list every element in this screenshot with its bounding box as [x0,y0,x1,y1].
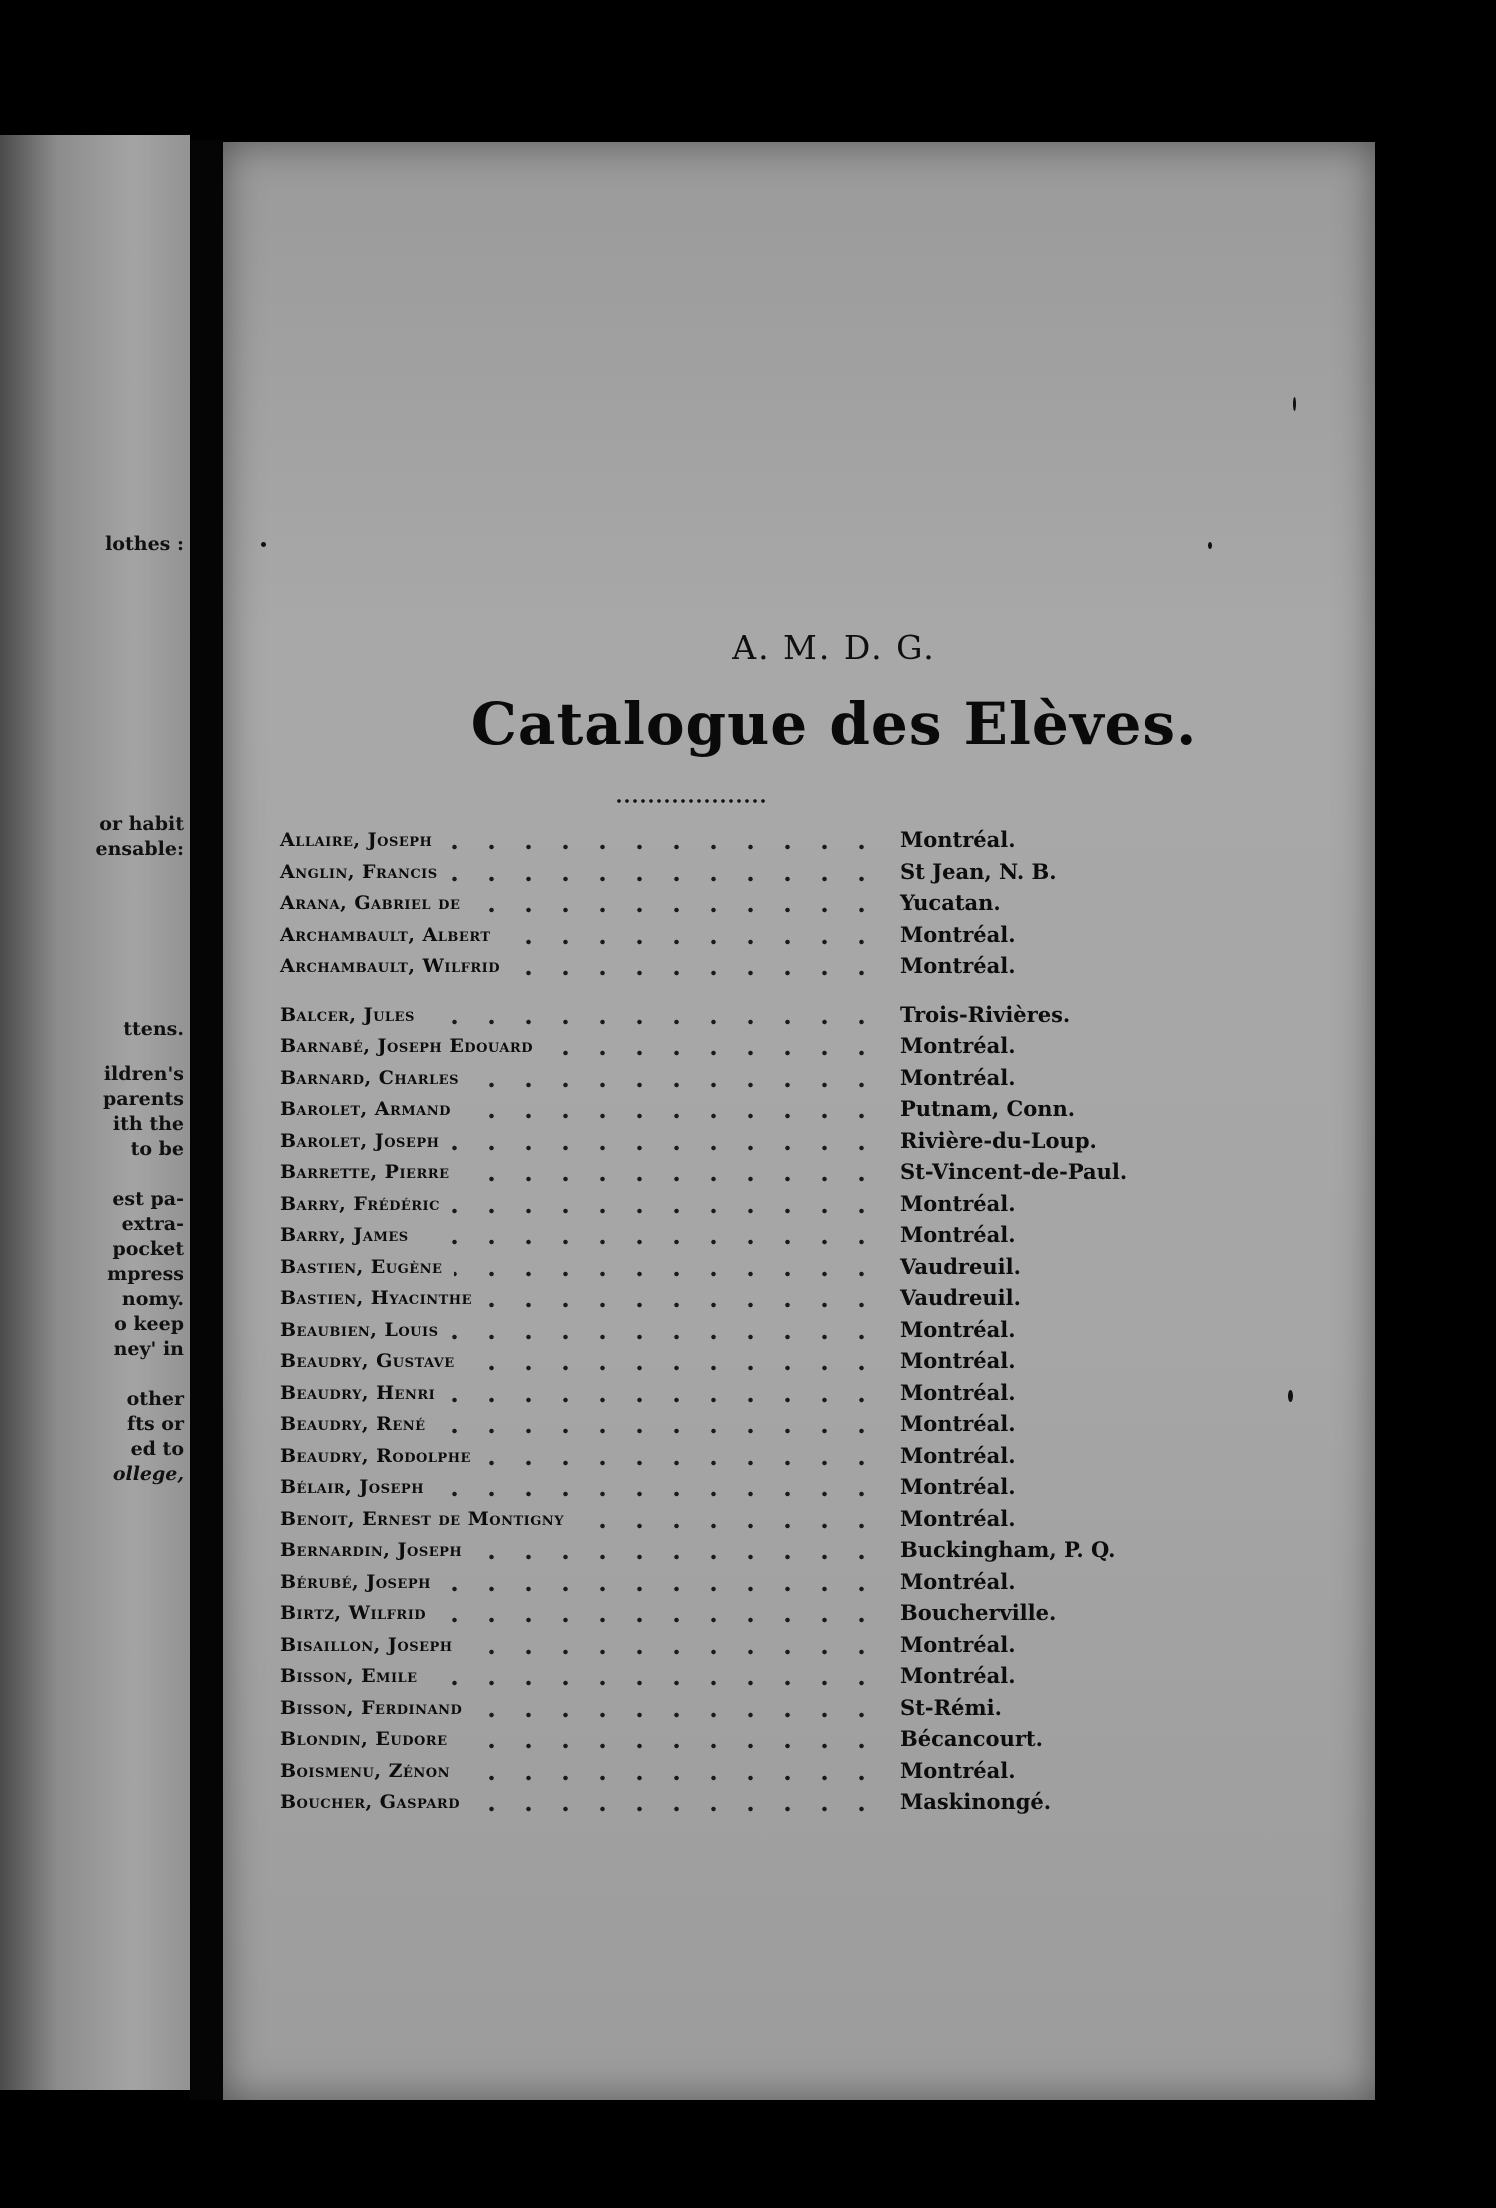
student-name: Bastien, Hyacinthe [280,1287,472,1309]
student-name: Barry, Frédéric [280,1192,440,1215]
ornament-divider [615,797,767,805]
student-name: Barry, James [280,1224,409,1246]
student-name: Bérubé, Joseph [280,1570,431,1593]
student-name: Blondin, Eudore [280,1728,448,1750]
list-item [280,1224,1180,1256]
dot-leader [452,1208,880,1214]
dot-leader [443,1586,880,1592]
dot-leader [483,1460,880,1466]
student-name: Bisson, Emile [280,1665,418,1687]
student-hometown: Montréal. [900,1663,1016,1688]
student-name: Anglin, Francis [280,860,438,883]
dot-leader [450,1334,880,1340]
list-item [280,1001,1180,1036]
list-item [280,892,1180,924]
left-page-line: pocket [112,1238,184,1260]
student-hometown: Boucherville. [900,1600,1057,1625]
student-name: Beaudry, Rodolphe [280,1444,471,1467]
dot-leader [484,1302,880,1308]
student-name: Beaudry, René [280,1413,426,1435]
student-hometown: Montréal. [900,1757,1016,1783]
dot-leader [472,1806,880,1812]
ink-speck [1293,397,1296,411]
ink-speck [261,542,266,547]
student-name: Barnard, Charles [280,1066,459,1089]
list-item [280,1539,1180,1571]
left-page-line: ed to [130,1438,184,1460]
student-name: Birtz, Wilfrid [280,1602,427,1624]
student-name: Bisson, Ferdinand [280,1696,463,1719]
left-page-line: ensable: [95,838,184,860]
list-item [280,1694,1180,1729]
student-name: Boucher, Gaspard [280,1791,460,1813]
dot-leader [444,844,880,850]
list-item [280,1035,1180,1067]
dot-leader [576,1523,880,1529]
dot-leader [461,1176,880,1182]
list-item [280,1127,1180,1162]
student-hometown: Montréal. [900,1222,1016,1247]
student-hometown: Montréal. [900,1033,1016,1058]
student-name: Archambault, Albert [280,923,491,946]
student-hometown: Montréal. [900,1505,1016,1531]
left-page-line: extra- [121,1213,184,1235]
student-name: Allaire, Joseph [280,829,433,851]
student-name: Beaudry, Henri [280,1381,436,1404]
left-page-line: parents [103,1088,184,1110]
left-page-line: mpress [107,1263,184,1285]
list-item [280,1505,1180,1540]
student-hometown: Maskinongé. [900,1789,1052,1814]
list-item [280,1287,1180,1319]
list-item [280,1064,1180,1099]
student-name: Bélair, Joseph [280,1476,424,1498]
list-item [280,858,1180,893]
student-hometown: Rivière-du-Loup. [900,1127,1097,1153]
dot-leader [512,970,880,976]
book-gutter [190,140,223,2100]
amdg-heading: A. M. D. G. [732,628,936,667]
student-hometown: Montréal. [900,1631,1016,1657]
dot-leader [421,1239,880,1245]
dot-leader [438,1617,880,1623]
list-item [280,1161,1180,1193]
left-page-line: est pa- [112,1188,184,1210]
left-page-line: or habit [99,813,184,835]
student-name: Balcer, Jules [280,1003,415,1026]
left-page-line: ney' in [113,1338,184,1360]
list-item [280,1442,1180,1477]
student-hometown: Vaudreuil. [900,1285,1021,1310]
dot-leader [462,1775,880,1781]
student-hometown: Montréal. [900,1379,1016,1405]
dot-leader [474,1554,880,1560]
student-hometown: Montréal. [900,827,1016,852]
student-hometown: Putnam, Conn. [900,1096,1076,1121]
student-hometown: Montréal. [900,1190,1016,1216]
student-hometown: Buckingham, P. Q. [900,1537,1116,1562]
student-name: Benoit, Ernest de Montigny [280,1507,564,1530]
student-name: Barolet, Armand [280,1098,451,1120]
student-hometown: Montréal. [900,1442,1016,1468]
left-page-line: nomy. [121,1288,184,1310]
student-hometown: Vaudreuil. [900,1253,1021,1279]
student-hometown: Montréal. [900,1316,1016,1342]
left-page-line: ith the [112,1113,184,1135]
list-item [280,1098,1180,1130]
list-item [280,1316,1180,1351]
student-hometown: St Jean, N. B. [900,858,1057,884]
dot-leader [463,1113,880,1119]
left-page-line: other [126,1388,184,1410]
list-item [280,1728,1180,1760]
dot-leader [450,876,880,882]
student-name: Bastien, Eugène [280,1255,443,1278]
student-hometown: St-Vincent-de-Paul. [900,1159,1128,1184]
student-hometown: Montréal. [900,1064,1016,1090]
student-name: Barnabé, Joseph Edouard [280,1035,534,1057]
student-hometown: Montréal. [900,1474,1016,1499]
list-item [280,1350,1180,1382]
student-name: Barrette, Pierre [280,1161,450,1183]
list-item [280,1568,1180,1603]
student-hometown: Montréal. [900,1411,1016,1436]
list-item [280,1413,1180,1445]
dot-leader [427,1019,880,1025]
list-item [280,921,1180,956]
student-name: Barolet, Joseph [280,1129,440,1152]
ink-speck [1208,542,1212,549]
left-page-line: lothes : [105,533,184,555]
student-name: Bernardin, Joseph [280,1539,463,1561]
dot-leader [503,939,880,945]
list-item [280,1631,1180,1666]
student-name: Arana, Gabriel de [280,892,461,914]
dot-leader [454,1271,880,1277]
left-page-line: to be [130,1138,184,1160]
student-name: Beaubien, Louis [280,1318,439,1341]
list-item [280,1190,1180,1225]
dot-leader [467,1365,880,1371]
student-hometown: Bécancourt. [900,1726,1043,1751]
dot-leader [471,1082,880,1088]
ink-speck [1288,1390,1293,1402]
list-item [280,1253,1180,1288]
catalogue-page [223,142,1375,2100]
dot-leader [430,1680,880,1686]
dot-leader [436,1491,880,1497]
student-name: Beaudry, Gustave [280,1350,455,1372]
student-hometown: Montréal. [900,1348,1016,1373]
student-hometown: Trois-Rivières. [900,1001,1071,1027]
left-page-line: fts or [127,1413,184,1435]
dot-leader [460,1743,880,1749]
dot-leader [447,1397,880,1403]
student-name: Boismenu, Zénon [280,1759,450,1782]
dot-leader [465,1649,880,1655]
student-name: Bisaillon, Joseph [280,1633,453,1656]
list-item [280,829,1180,861]
student-name: Archambault, Wilfrid [280,955,500,977]
page-title: Catalogue des Elèves. [470,690,1198,758]
dot-leader [545,1050,880,1056]
left-page-line: o keep [114,1313,184,1335]
left-page-line: ildren's [103,1063,184,1085]
student-hometown: Montréal. [900,953,1016,978]
list-item [280,1665,1180,1697]
list-item [280,955,1180,987]
student-hometown: St-Rémi. [900,1694,1002,1720]
left-page-fragment [0,135,190,2090]
student-hometown: Montréal. [900,921,1016,947]
list-item [280,1757,1180,1792]
dot-leader [472,907,880,913]
dot-leader [451,1145,880,1151]
left-page-line: ttens. [123,1018,184,1040]
dot-leader [474,1712,880,1718]
left-page-line: ollege, [112,1463,184,1485]
list-item [280,1791,1180,1823]
dot-leader [438,1428,880,1434]
list-item [280,1379,1180,1414]
student-hometown: Yucatan. [900,890,1001,915]
list-item [280,1476,1180,1508]
student-list [280,829,1180,1823]
list-item [280,1602,1180,1634]
student-hometown: Montréal. [900,1568,1016,1594]
